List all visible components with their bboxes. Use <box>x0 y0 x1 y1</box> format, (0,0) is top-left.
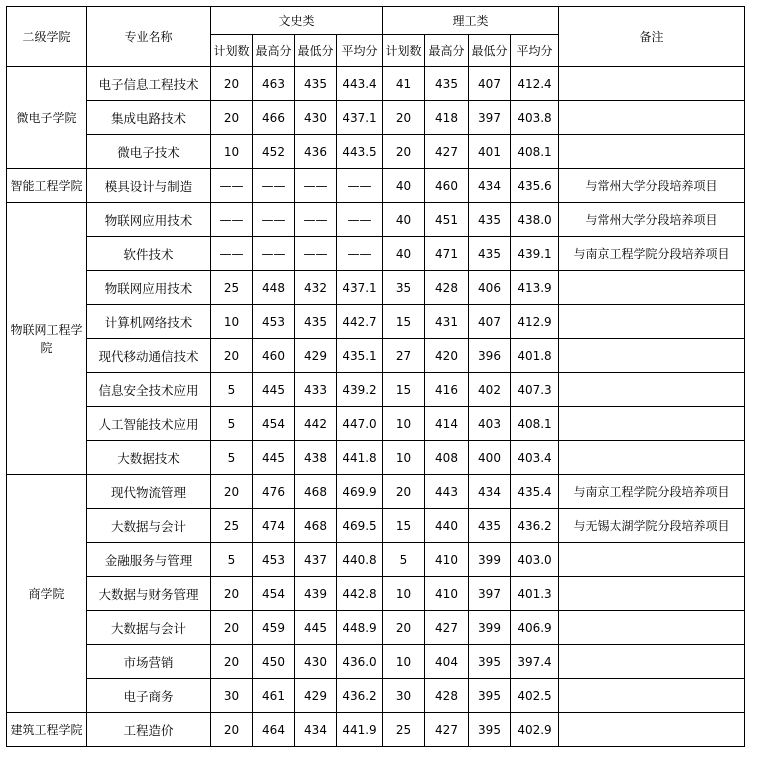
wenshi-avg-cell: 442.7 <box>337 305 383 339</box>
major-cell: 工程造价 <box>87 713 211 747</box>
ligong-min-cell: 401 <box>469 135 511 169</box>
ligong-min-cell: 395 <box>469 679 511 713</box>
ligong-min-cell: 397 <box>469 101 511 135</box>
wenshi-min-cell: 468 <box>295 509 337 543</box>
table-row <box>7 305 745 339</box>
ligong-min-cell: 435 <box>469 509 511 543</box>
wenshi-max-cell: 476 <box>253 475 295 509</box>
wenshi-avg-cell: 447.0 <box>337 407 383 441</box>
ligong-avg-cell: 436.2 <box>511 509 559 543</box>
ligong-avg-cell: 401.3 <box>511 577 559 611</box>
wenshi-max-cell: 453 <box>253 543 295 577</box>
note-cell <box>559 679 745 713</box>
wenshi-min-cell: —— <box>295 237 337 271</box>
table-row <box>7 373 745 407</box>
header-row-1 <box>7 7 745 35</box>
ligong-avg-cell: 439.1 <box>511 237 559 271</box>
ligong-avg-cell: 408.1 <box>511 135 559 169</box>
ligong-plan-cell: 41 <box>383 67 425 101</box>
wenshi-max-cell: 466 <box>253 101 295 135</box>
wenshi-avg-cell: 437.1 <box>337 101 383 135</box>
ligong-plan-cell: 20 <box>383 135 425 169</box>
wenshi-min-cell: 438 <box>295 441 337 475</box>
header-ligong: 理工类 <box>383 7 559 35</box>
ligong-max-cell: 427 <box>425 713 469 747</box>
wenshi-plan-cell: 30 <box>211 679 253 713</box>
wenshi-max-cell: 460 <box>253 339 295 373</box>
note-cell <box>559 611 745 645</box>
ligong-max-cell: 427 <box>425 611 469 645</box>
header-l-avg: 平均分 <box>511 35 559 67</box>
wenshi-plan-cell: 20 <box>211 577 253 611</box>
ligong-max-cell: 428 <box>425 679 469 713</box>
wenshi-min-cell: 437 <box>295 543 337 577</box>
ligong-max-cell: 410 <box>425 543 469 577</box>
major-cell: 大数据与财务管理 <box>87 577 211 611</box>
wenshi-plan-cell: 20 <box>211 475 253 509</box>
table-row <box>7 577 745 611</box>
ligong-min-cell: 403 <box>469 407 511 441</box>
ligong-min-cell: 434 <box>469 475 511 509</box>
major-cell: 集成电路技术 <box>87 101 211 135</box>
ligong-min-cell: 397 <box>469 577 511 611</box>
wenshi-avg-cell: 443.4 <box>337 67 383 101</box>
note-cell <box>559 101 745 135</box>
ligong-plan-cell: 10 <box>383 645 425 679</box>
major-cell: 模具设计与制造 <box>87 169 211 203</box>
wenshi-max-cell: —— <box>253 169 295 203</box>
ligong-min-cell: 399 <box>469 543 511 577</box>
admission-score-table <box>6 6 745 747</box>
ligong-avg-cell: 412.4 <box>511 67 559 101</box>
table-row <box>7 237 745 271</box>
table-row <box>7 339 745 373</box>
major-cell: 微电子技术 <box>87 135 211 169</box>
table-row <box>7 407 745 441</box>
major-cell: 现代物流管理 <box>87 475 211 509</box>
ligong-plan-cell: 10 <box>383 441 425 475</box>
table-row <box>7 475 745 509</box>
wenshi-avg-cell: —— <box>337 169 383 203</box>
ligong-plan-cell: 20 <box>383 101 425 135</box>
header-wenshi: 文史类 <box>211 7 383 35</box>
college-cell: 建筑工程学院 <box>7 713 87 747</box>
ligong-max-cell: 414 <box>425 407 469 441</box>
header-l-min: 最低分 <box>469 35 511 67</box>
ligong-avg-cell: 403.8 <box>511 101 559 135</box>
wenshi-plan-cell: 25 <box>211 509 253 543</box>
major-cell: 市场营销 <box>87 645 211 679</box>
major-cell: 计算机网络技术 <box>87 305 211 339</box>
header-l-plan: 计划数 <box>383 35 425 67</box>
wenshi-avg-cell: 436.2 <box>337 679 383 713</box>
ligong-avg-cell: 403.0 <box>511 543 559 577</box>
note-cell: 与常州大学分段培养项目 <box>559 203 745 237</box>
wenshi-plan-cell: 5 <box>211 407 253 441</box>
table-row <box>7 441 745 475</box>
ligong-plan-cell: 15 <box>383 305 425 339</box>
wenshi-max-cell: 445 <box>253 441 295 475</box>
header-major: 专业名称 <box>87 7 211 67</box>
header-note: 备注 <box>559 7 745 67</box>
table-row <box>7 101 745 135</box>
note-cell: 与无锡太湖学院分段培养项目 <box>559 509 745 543</box>
wenshi-avg-cell: 437.1 <box>337 271 383 305</box>
note-cell <box>559 441 745 475</box>
ligong-plan-cell: 20 <box>383 611 425 645</box>
ligong-avg-cell: 408.1 <box>511 407 559 441</box>
wenshi-min-cell: 434 <box>295 713 337 747</box>
wenshi-plan-cell: 5 <box>211 543 253 577</box>
major-cell: 大数据与会计 <box>87 509 211 543</box>
wenshi-max-cell: 453 <box>253 305 295 339</box>
ligong-max-cell: 451 <box>425 203 469 237</box>
table-row <box>7 271 745 305</box>
wenshi-avg-cell: —— <box>337 203 383 237</box>
wenshi-avg-cell: 440.8 <box>337 543 383 577</box>
wenshi-plan-cell: —— <box>211 203 253 237</box>
ligong-avg-cell: 412.9 <box>511 305 559 339</box>
note-cell <box>559 135 745 169</box>
ligong-plan-cell: 30 <box>383 679 425 713</box>
ligong-max-cell: 416 <box>425 373 469 407</box>
score-table-container <box>6 6 745 747</box>
note-cell: 与南京工程学院分段培养项目 <box>559 475 745 509</box>
ligong-min-cell: 435 <box>469 237 511 271</box>
wenshi-avg-cell: 439.2 <box>337 373 383 407</box>
ligong-max-cell: 440 <box>425 509 469 543</box>
table-row <box>7 611 745 645</box>
college-cell: 微电子学院 <box>7 67 87 169</box>
ligong-plan-cell: 40 <box>383 237 425 271</box>
wenshi-avg-cell: —— <box>337 237 383 271</box>
header-w-min: 最低分 <box>295 35 337 67</box>
ligong-plan-cell: 20 <box>383 475 425 509</box>
major-cell: 软件技术 <box>87 237 211 271</box>
ligong-plan-cell: 25 <box>383 713 425 747</box>
wenshi-plan-cell: 20 <box>211 611 253 645</box>
note-cell <box>559 645 745 679</box>
major-cell: 物联网应用技术 <box>87 271 211 305</box>
wenshi-min-cell: 430 <box>295 645 337 679</box>
major-cell: 金融服务与管理 <box>87 543 211 577</box>
note-cell: 与常州大学分段培养项目 <box>559 169 745 203</box>
wenshi-plan-cell: 20 <box>211 101 253 135</box>
major-cell: 电子商务 <box>87 679 211 713</box>
wenshi-plan-cell: 20 <box>211 67 253 101</box>
wenshi-max-cell: 459 <box>253 611 295 645</box>
ligong-min-cell: 435 <box>469 203 511 237</box>
ligong-min-cell: 407 <box>469 305 511 339</box>
note-cell: 与南京工程学院分段培养项目 <box>559 237 745 271</box>
wenshi-avg-cell: 441.8 <box>337 441 383 475</box>
wenshi-max-cell: 454 <box>253 577 295 611</box>
ligong-avg-cell: 402.9 <box>511 713 559 747</box>
ligong-avg-cell: 413.9 <box>511 271 559 305</box>
wenshi-max-cell: 474 <box>253 509 295 543</box>
wenshi-plan-cell: 5 <box>211 441 253 475</box>
wenshi-avg-cell: 448.9 <box>337 611 383 645</box>
wenshi-plan-cell: 20 <box>211 645 253 679</box>
ligong-plan-cell: 5 <box>383 543 425 577</box>
wenshi-min-cell: 436 <box>295 135 337 169</box>
wenshi-plan-cell: 10 <box>211 305 253 339</box>
table-row <box>7 645 745 679</box>
major-cell: 电子信息工程技术 <box>87 67 211 101</box>
ligong-avg-cell: 406.9 <box>511 611 559 645</box>
wenshi-plan-cell: 25 <box>211 271 253 305</box>
note-cell <box>559 577 745 611</box>
wenshi-avg-cell: 435.1 <box>337 339 383 373</box>
ligong-avg-cell: 402.5 <box>511 679 559 713</box>
ligong-plan-cell: 40 <box>383 169 425 203</box>
ligong-plan-cell: 10 <box>383 407 425 441</box>
ligong-max-cell: 428 <box>425 271 469 305</box>
ligong-max-cell: 404 <box>425 645 469 679</box>
wenshi-plan-cell: —— <box>211 237 253 271</box>
ligong-avg-cell: 397.4 <box>511 645 559 679</box>
ligong-max-cell: 460 <box>425 169 469 203</box>
wenshi-min-cell: 435 <box>295 305 337 339</box>
header-w-plan: 计划数 <box>211 35 253 67</box>
wenshi-avg-cell: 436.0 <box>337 645 383 679</box>
college-cell: 商学院 <box>7 475 87 713</box>
note-cell <box>559 271 745 305</box>
header-w-avg: 平均分 <box>337 35 383 67</box>
wenshi-avg-cell: 469.9 <box>337 475 383 509</box>
ligong-min-cell: 395 <box>469 645 511 679</box>
ligong-max-cell: 443 <box>425 475 469 509</box>
major-cell: 大数据技术 <box>87 441 211 475</box>
ligong-max-cell: 435 <box>425 67 469 101</box>
ligong-min-cell: 395 <box>469 713 511 747</box>
ligong-plan-cell: 35 <box>383 271 425 305</box>
note-cell <box>559 339 745 373</box>
ligong-plan-cell: 15 <box>383 373 425 407</box>
wenshi-max-cell: 448 <box>253 271 295 305</box>
wenshi-min-cell: —— <box>295 203 337 237</box>
wenshi-min-cell: 442 <box>295 407 337 441</box>
wenshi-plan-cell: 5 <box>211 373 253 407</box>
wenshi-max-cell: 454 <box>253 407 295 441</box>
wenshi-max-cell: —— <box>253 237 295 271</box>
wenshi-max-cell: 464 <box>253 713 295 747</box>
note-cell <box>559 407 745 441</box>
major-cell: 现代移动通信技术 <box>87 339 211 373</box>
ligong-min-cell: 400 <box>469 441 511 475</box>
ligong-min-cell: 396 <box>469 339 511 373</box>
note-cell <box>559 713 745 747</box>
note-cell <box>559 305 745 339</box>
wenshi-min-cell: 445 <box>295 611 337 645</box>
ligong-min-cell: 406 <box>469 271 511 305</box>
major-cell: 物联网应用技术 <box>87 203 211 237</box>
table-row <box>7 679 745 713</box>
ligong-plan-cell: 27 <box>383 339 425 373</box>
ligong-max-cell: 408 <box>425 441 469 475</box>
wenshi-max-cell: 445 <box>253 373 295 407</box>
wenshi-avg-cell: 469.5 <box>337 509 383 543</box>
header-w-max: 最高分 <box>253 35 295 67</box>
wenshi-avg-cell: 441.9 <box>337 713 383 747</box>
wenshi-max-cell: 461 <box>253 679 295 713</box>
header-l-max: 最高分 <box>425 35 469 67</box>
note-cell <box>559 543 745 577</box>
wenshi-plan-cell: —— <box>211 169 253 203</box>
college-cell: 智能工程学院 <box>7 169 87 203</box>
ligong-avg-cell: 407.3 <box>511 373 559 407</box>
wenshi-min-cell: —— <box>295 169 337 203</box>
wenshi-min-cell: 432 <box>295 271 337 305</box>
wenshi-max-cell: 452 <box>253 135 295 169</box>
wenshi-min-cell: 429 <box>295 339 337 373</box>
major-cell: 信息安全技术应用 <box>87 373 211 407</box>
wenshi-plan-cell: 20 <box>211 713 253 747</box>
ligong-avg-cell: 438.0 <box>511 203 559 237</box>
header-college: 二级学院 <box>7 7 87 67</box>
major-cell: 大数据与会计 <box>87 611 211 645</box>
ligong-min-cell: 407 <box>469 67 511 101</box>
table-row <box>7 169 745 203</box>
ligong-plan-cell: 15 <box>383 509 425 543</box>
table-row <box>7 713 745 747</box>
wenshi-max-cell: 450 <box>253 645 295 679</box>
note-cell <box>559 373 745 407</box>
ligong-avg-cell: 401.8 <box>511 339 559 373</box>
ligong-avg-cell: 435.4 <box>511 475 559 509</box>
wenshi-min-cell: 435 <box>295 67 337 101</box>
wenshi-plan-cell: 10 <box>211 135 253 169</box>
ligong-max-cell: 420 <box>425 339 469 373</box>
college-cell: 物联网工程学院 <box>7 203 87 475</box>
wenshi-plan-cell: 20 <box>211 339 253 373</box>
ligong-min-cell: 434 <box>469 169 511 203</box>
major-cell: 人工智能技术应用 <box>87 407 211 441</box>
wenshi-max-cell: —— <box>253 203 295 237</box>
table-row <box>7 203 745 237</box>
wenshi-max-cell: 463 <box>253 67 295 101</box>
wenshi-min-cell: 468 <box>295 475 337 509</box>
wenshi-min-cell: 439 <box>295 577 337 611</box>
table-row <box>7 543 745 577</box>
ligong-plan-cell: 40 <box>383 203 425 237</box>
ligong-max-cell: 418 <box>425 101 469 135</box>
ligong-max-cell: 471 <box>425 237 469 271</box>
ligong-min-cell: 402 <box>469 373 511 407</box>
wenshi-avg-cell: 442.8 <box>337 577 383 611</box>
ligong-min-cell: 399 <box>469 611 511 645</box>
ligong-avg-cell: 403.4 <box>511 441 559 475</box>
note-cell <box>559 67 745 101</box>
wenshi-avg-cell: 443.5 <box>337 135 383 169</box>
wenshi-min-cell: 429 <box>295 679 337 713</box>
wenshi-min-cell: 430 <box>295 101 337 135</box>
table-row <box>7 135 745 169</box>
ligong-plan-cell: 10 <box>383 577 425 611</box>
ligong-max-cell: 410 <box>425 577 469 611</box>
ligong-max-cell: 427 <box>425 135 469 169</box>
ligong-avg-cell: 435.6 <box>511 169 559 203</box>
table-row <box>7 509 745 543</box>
table-row <box>7 67 745 101</box>
ligong-max-cell: 431 <box>425 305 469 339</box>
wenshi-min-cell: 433 <box>295 373 337 407</box>
